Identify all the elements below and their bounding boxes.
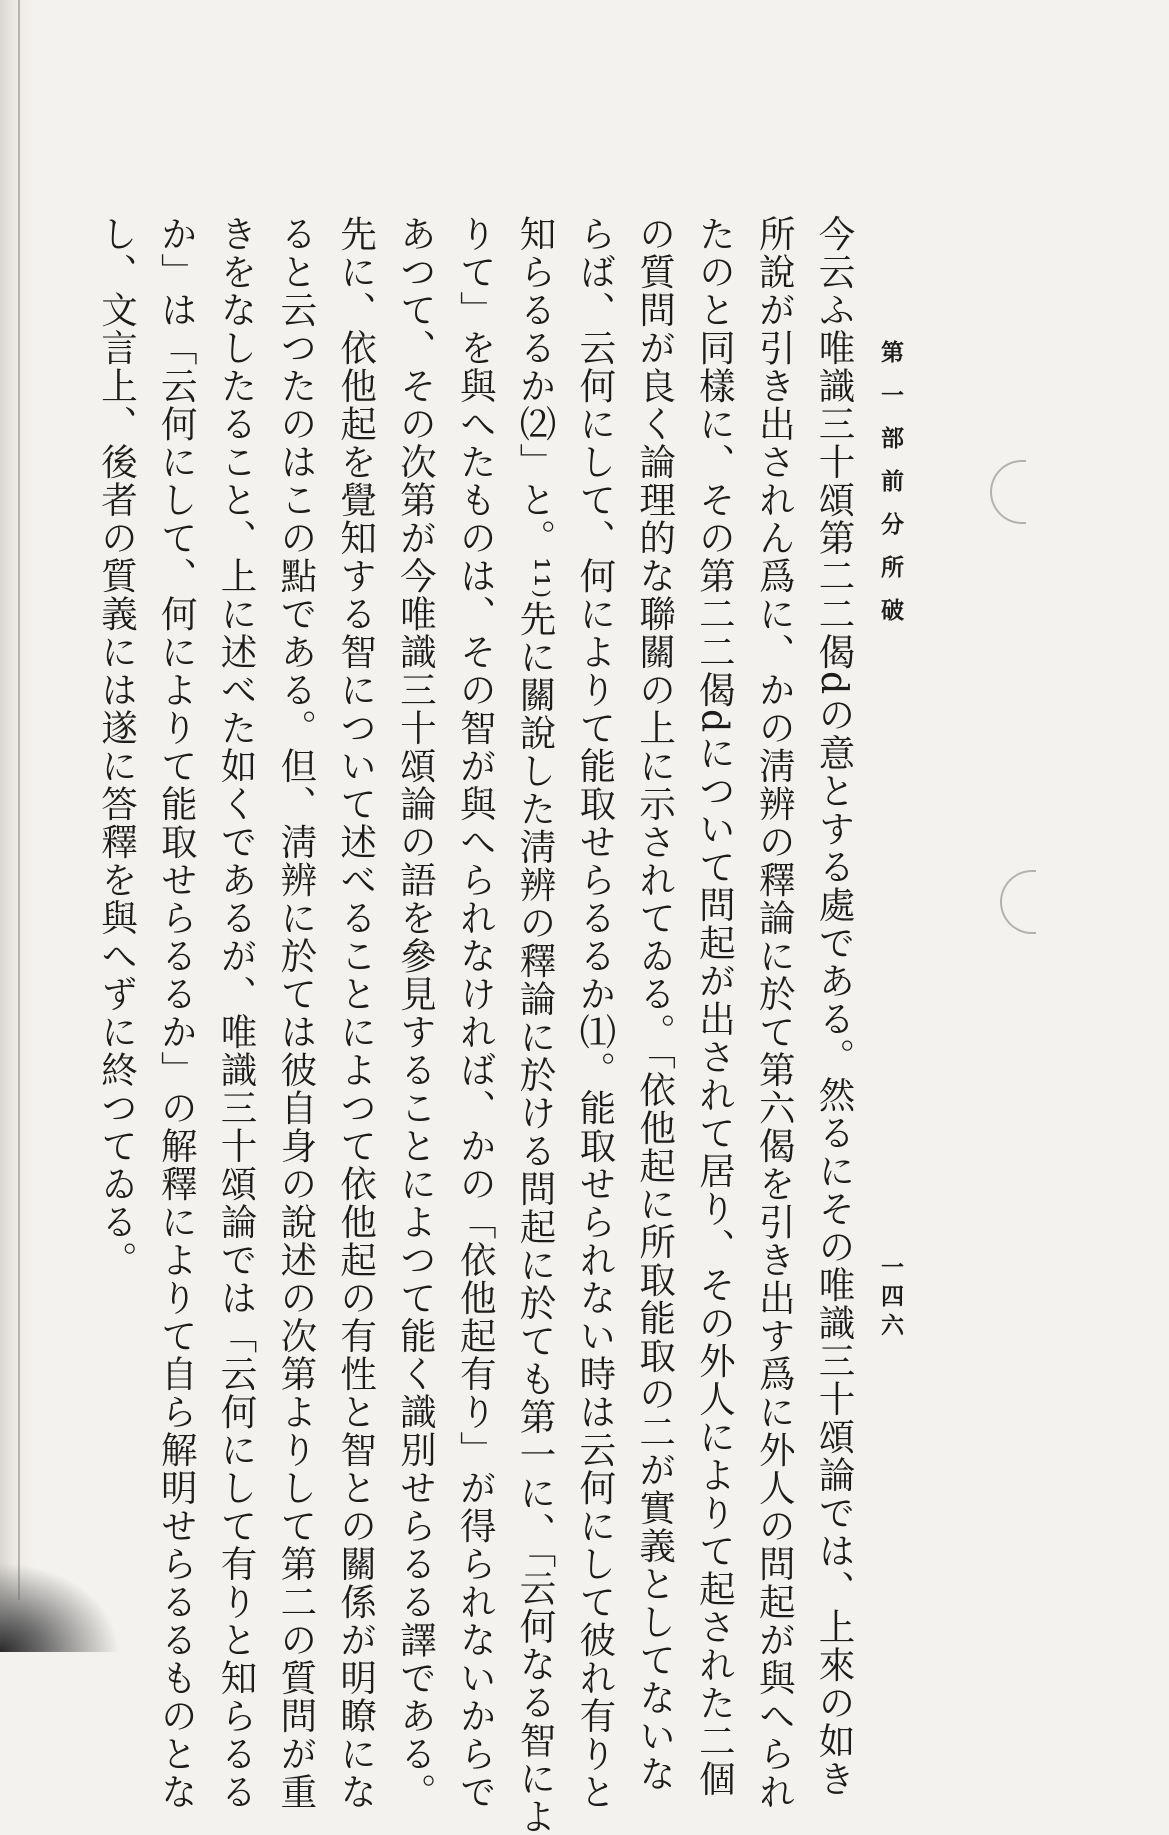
text-line: 先に、依他起を覺知する智について述べることによつて依他起の有性と智との關係が明瞭にな	[334, 215, 378, 1811]
text-line: あつて、その次第が今唯識三十頌論の語を參見することによつて能く識別せらるる譯である。	[394, 215, 438, 1811]
page-header	[874, 340, 918, 1540]
text-line: らば、云何にして、何によりて能取せらるるか⑴。能取せられない時は云何にして彼れ有りと	[573, 215, 617, 1811]
page-number: 一四六	[877, 1255, 904, 1342]
text-line: ると云つたのはこの點である。但、淸辨に於ては彼自身の說述の次第よりして第二の質問が重	[274, 215, 318, 1811]
text-line: の質問が良く論理的な聯關の上に示されてゐる。「依他起に所取能取の二が實義としてないな	[633, 215, 677, 1793]
text-line: 知らるるか⑵」と。¹¹⁾先に關說した淸辨の釋論に於ける問起に於ても第一に、「云何なる智によ	[514, 215, 558, 1835]
text-line: たのと同樣に、その第二二偈dについて問起が出されて居り、その外人によりて起された二個	[693, 215, 737, 1798]
running-head: 第一部前分所破	[877, 340, 904, 641]
text-line: 今云ふ唯識三十頌第二二偈dの意とする處である。然るにその唯識三十頌論では、上來の如き	[813, 215, 856, 1798]
text-line: し、文言上、後者の質義には遂に答釋を與へずに終つてゐる。	[95, 215, 139, 1279]
scan-edge	[0, 0, 34, 1652]
text-line: 所說が引き出されん爲に、かの淸辨の釋論に於て第六偈を引き出す爲に外人の問起が與へられ	[753, 215, 797, 1811]
text-line: りて」を與へたものは、その智が與へられなければ、かの「依他起有り」が得られないからで	[454, 215, 498, 1811]
text-line: か」は「云何にして、何によりて能取せらるるか」の解釋によりて自ら解明せらるるものとな	[155, 215, 199, 1811]
scan-corner-shadow	[0, 1562, 120, 1652]
body-text	[95, 215, 864, 1835]
scan-binding-line	[18, 0, 20, 1600]
margin-mark	[1000, 870, 1036, 934]
margin-mark	[990, 460, 1026, 524]
text-line: きをなしたること、上に述べた如くであるが、唯識三十頌論では「云何にして有りと知らるる	[215, 215, 259, 1811]
